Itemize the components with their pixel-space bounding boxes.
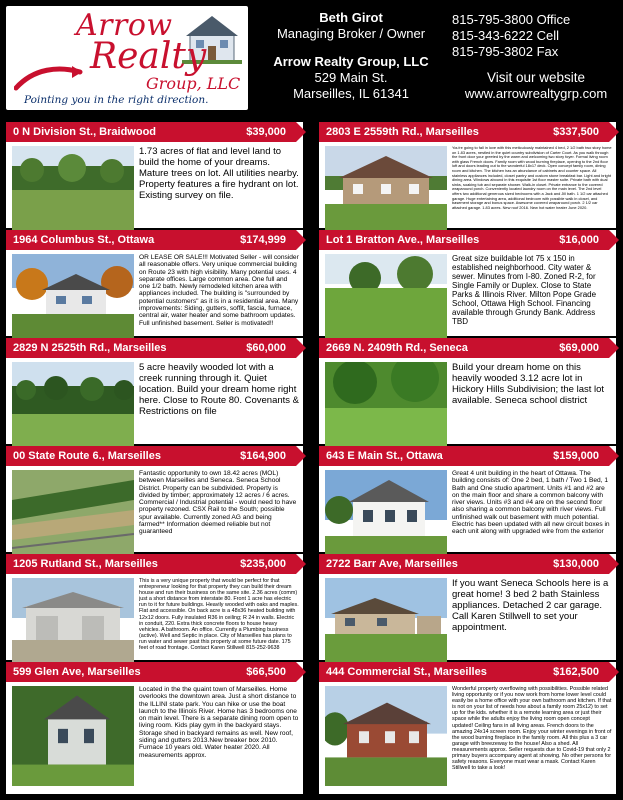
listing-ribbon: [319, 446, 609, 466]
listing-description: 1.73 acres of flat and level land to build the home of your dreams. Mature trees on lot. All utilities nearby. Property features a fire hydrant on lot. Existing survey on file.: [139, 146, 299, 201]
visit-website-label: Visit our website: [486, 70, 586, 85]
listing-address[interactable]: 2722 Barr Ave, Marseilles: [326, 558, 458, 570]
listing-address[interactable]: 2669 N. 2409th Rd., Seneca: [326, 342, 468, 354]
listing-photo[interactable]: [12, 686, 134, 786]
listing-photo[interactable]: [325, 254, 447, 338]
listing-price: $39,000: [246, 126, 286, 138]
listing-card: [6, 122, 303, 228]
listing-address[interactable]: 444 Commercial St., Marseilles: [326, 666, 487, 678]
company-logo: [6, 6, 248, 110]
listing-ribbon: [319, 554, 609, 574]
listing-ribbon: [6, 662, 296, 682]
listing-description: This is a very unique property that would be perfect for that entrepreneur looking for that property they can build their dream house and run their business on the same site. 2.36 acres (comm) just a short distance from interstate 80. Front 1 acre has electric run to it for future buildings. Heavily wooded with oaks and maples. Flat and accessible. On back acre is a 48x36 heated building with 12x12 doors. Fully insulated R36 in ceiling; R 24 in walls. Electric in conduit, 220. Extra thick concrete floors to house heavy vehicles. A bathroom. An office. Currently a Plumbing business (active). Well and Septic in place. City of Marseilles has plans to run water and sewer past this property at some future date. 175 feet of road frontage. Contact Karen Stillwell 815-252-9638: [139, 578, 299, 652]
listing-photo[interactable]: [12, 578, 134, 662]
listing-photo[interactable]: [325, 146, 447, 230]
listing-photo[interactable]: [12, 470, 134, 554]
listing-address[interactable]: Lot 1 Bratton Ave., Marseilles: [326, 234, 480, 246]
listing-ribbon: [6, 554, 296, 574]
listing-photo[interactable]: [325, 362, 447, 446]
listing-price: $164,900: [240, 450, 286, 462]
listing-card: [6, 338, 303, 444]
listing-price: $235,000: [240, 558, 286, 570]
listing-description: OR LEASE OR SALE!!! Motivated Seller - will consider all reasonable offers. Very unique commercial building on Route 23 with high visibility. Many potential uses. 4 separate offices. Large common area. One full and one 1/2 bath. Newly remodeled kitchen area with appliances included. The building is "surrounded by potential customers" as it is in a residential area. Many improvements: Siding, gutters, soffit, fascia, furnace, central air, water heater and some bathroom updates. Full unfinished basement. Seller is motivated!!: [139, 254, 299, 327]
website-link[interactable]: www.arrowrealtygrp.com: [464, 86, 608, 101]
listing-ribbon: [6, 122, 296, 142]
listing-ribbon: [6, 230, 296, 250]
listing-card: [319, 446, 616, 552]
logo-word-realty: Realty: [90, 36, 207, 77]
listing-address[interactable]: 599 Glen Ave, Marseilles: [13, 666, 141, 678]
listing-ribbon: [319, 338, 609, 358]
broker-name: Beth Girot: [319, 10, 383, 25]
listing-description: Located in the the quaint town of Marseilles. Home overlooks the downtown area. Just a short distance to the ILLINI state park. You can hike or use the boat launch to the Illinois River. Home has 3 bedrooms one on main level. There is a separate dining room open to living room. Kids play gym in the backyard stays. Storage shed in backyard remains as well. New roof, siding and gutters 2013.New breaker box 2010. Furnace 10 years old. Water heater 2020. All measurements approx.: [139, 686, 299, 759]
listing-description: You're going to fall in love with this meticulously maintained 4 bed, 2 1/2 bath two story home on 1.83 acres, nestled in the quiet country subdivision of Carter Court. As you walk through the front door your greeted by the warm and welcoming two story foyer. Formal living room with glass French doors. Family room with wood burning fireplace, opening to the 2nd floor loft and doors leading out to the wonderful 18x17 deck. Open concept family room, dining room and kitchen. The kitchen has an abundance of cabinets and counter space. All stainless appliances included, closet pantry and custom stone breakfast bar. Light and bright dining area. Windows abound in this exquisite 1st floor master suite. Private bath with dual sinks, soaking tub and separate shower. Walk-in closet. Private entrance to the covered wraparound porch. Conveniently located laundry room on the main level. The 2nd level offers two additional generous sized bedrooms with a Jack and Jill bath. 1 1/2 car attached garage. Huge entertaining area, additional bedroom with possible walk in closet, and basement storage and bonus space. Awesome covered wraparound porch. 2 1/2 car attached garage. 1.83 acres. New roof 2016. New hot water heater June 2020.: [452, 146, 612, 210]
listing-description: Great 4 unit building in the heart of Ottawa. The building consists of: One 2 bed, 1 bath / Two 1 Bed, 1 Bath and One studio apartment. Units #1 and #2 are on the main floor and share a common balcony with river views. Units #3 and #4 are on the second floor also sharing a common balcony with river views. Full unfinished walk out basement with much potential. Electric has been updated with all new circuit boxes in each unit along with upgraded wire from the exterior: [452, 470, 610, 536]
logo-word-group: Group, LLC: [146, 74, 241, 93]
listing-address[interactable]: 00 State Route 6., Marseilles: [13, 450, 161, 462]
firm-street: 529 Main St.: [314, 70, 388, 85]
listing-card: [6, 446, 303, 552]
phone-office: 815-795-3800 Office: [452, 12, 571, 27]
listing-price: $162,500: [553, 666, 599, 678]
listing-description: Great size buildable lot 75 x 150 in established neighborhood. City water & sewer. Minutes from I-80. Zoned R-2, for Single Family or Duplex. Close to State Parks & Illinois River. Milton Pope Grade School, Ottawa High School. Financing available through Grundy Bank. Address TBD: [452, 254, 597, 326]
listing-card: [6, 662, 303, 794]
listing-price: $69,000: [559, 342, 599, 354]
listing-price: $16,000: [559, 234, 599, 246]
listing-photo[interactable]: [12, 254, 134, 338]
listing-photo[interactable]: [325, 686, 447, 786]
listing-ribbon: [6, 446, 296, 466]
phone-fax: 815-795-3802 Fax: [452, 44, 559, 59]
listing-address[interactable]: 0 N Division St., Braidwood: [13, 126, 157, 138]
listing-address[interactable]: 1964 Columbus St., Ottawa: [13, 234, 155, 246]
listing-photo[interactable]: [325, 470, 447, 554]
contact-info: [452, 12, 620, 102]
listing-card: [319, 662, 616, 794]
arrow-swoosh-icon: [14, 64, 84, 94]
listing-photo[interactable]: [12, 362, 134, 446]
broker-info: [256, 10, 446, 102]
listing-description: 5 acre heavily wooded lot with a creek running through it. Quiet location. Build your dream home right here. Close to Route 80. Covenants & Restrictions on file: [139, 362, 299, 417]
listing-price: $159,000: [553, 450, 599, 462]
listing-ribbon: [6, 338, 296, 358]
listing-price: $60,000: [246, 342, 286, 354]
listing-address[interactable]: 2803 E 2559th Rd., Marseilles: [326, 126, 479, 138]
listing-card: [319, 230, 616, 336]
flyer-header: [0, 0, 623, 116]
listing-address[interactable]: 643 E Main St., Ottawa: [326, 450, 443, 462]
logo-word-arrow: Arrow: [76, 8, 173, 43]
logo-tagline: Pointing you in the right direction.: [24, 94, 209, 106]
listing-ribbon: [319, 662, 609, 682]
listing-price: $66,500: [246, 666, 286, 678]
listing-description: Build your dream home on this heavily wooded 3.12 acre lot in Hickory Hills Subdivision; the last lot available. Seneca school district: [452, 362, 605, 406]
listing-card: [6, 230, 303, 336]
listing-card: [319, 122, 616, 228]
listing-card: [319, 338, 616, 444]
listing-ribbon: [319, 230, 609, 250]
listing-address[interactable]: 2829 N 2525th Rd., Marseilles: [13, 342, 167, 354]
broker-title: Managing Broker / Owner: [276, 26, 426, 41]
listing-card: [6, 554, 303, 660]
listing-description: Wonderful property overflowing with possibilities. Possible related living opportunity or if you now work from home lower level could easily be a home office with your own bathroom and kitchen. If that is not on your list of needs how about a family room 25x12) to set up for the kids. whether it is a remote learning area or just their space while the adults enjoy the living room open concept updated! Ceiling fans in all living areas. French doors to the amazing 24x14 screen room. Enjoy your winter evenings in front of the wood burning fireplace in the family room. All this plus a 3 car garage with breezeway to the house! Also a shed. All measurements approx. Seller requests due to Covid-19 that only 2 primary buyers accompany agent at showing. No other persons for safety reasons. Everyone must wear a mask. Contact Karen Stillwell to take a look!: [452, 686, 612, 772]
listing-price: $174,999: [240, 234, 286, 246]
firm-city: Marseilles, IL 61341: [293, 86, 409, 101]
listing-description: Fantastic opportunity to own 18.42 acres (MOL) between Marseilles and Seneca. Seneca School District. Property can be subdivided. Property is divided by timber; approximately 12 acres / 6 acres. Commercial / Industrial potential - would need to have property rezoned. CSX Rail to the South; possible spur available. Currently zoned AG and being farmed** Information deemed reliable but not guaranteed: [139, 470, 297, 536]
firm-name: Arrow Realty Group, LLC: [273, 54, 429, 69]
phone-cell: 815-343-6222 Cell: [452, 28, 559, 43]
listing-price: $130,000: [553, 558, 599, 570]
listing-ribbon: [319, 122, 609, 142]
listing-price: $337,500: [553, 126, 599, 138]
listing-photo[interactable]: [12, 146, 134, 230]
listing-card: [319, 554, 616, 660]
listing-description: If you want Seneca Schools here is a great home! 3 bed 2 bath Stainless appliances. Detached 2 car garage. Call Karen Stillwell to set your appointment.: [452, 578, 609, 633]
listing-photo[interactable]: [325, 578, 447, 662]
listing-address[interactable]: 1205 Rutland St., Marseilles: [13, 558, 158, 570]
